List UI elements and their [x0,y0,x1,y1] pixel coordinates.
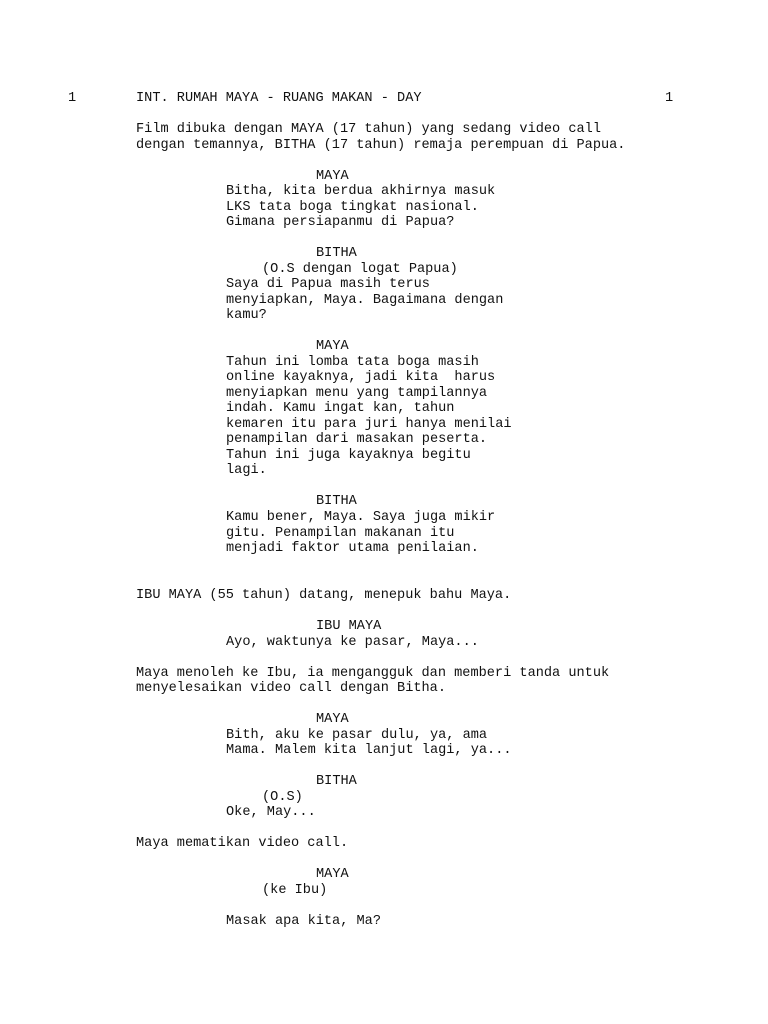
dialogue-line: Bith, aku ke pasar dulu, ya, ama [226,728,488,743]
action-line: Maya mematikan video call. [136,836,349,851]
character-name: BITHA [316,246,357,261]
dialogue-line: Mama. Malem kita lanjut lagi, ya... [226,743,512,758]
parenthetical-line: (ke Ibu) [262,883,328,898]
character-name: BITHA [316,774,357,789]
dialogue-line: online kayaknya, jadi kita harus [226,370,496,385]
action-line: Maya menoleh ke Ibu, ia mengangguk dan memberi tanda untuk [136,666,610,681]
scene-heading: INT. RUMAH MAYA - RUANG MAKAN - DAY [136,91,422,106]
dialogue-line: kamu? [226,308,267,323]
dialogue-line: LKS tata boga tingkat nasional. [226,200,479,215]
dialogue-line: Masak apa kita, Ma? [226,914,381,929]
dialogue-line: menyiapkan, Maya. Bagaimana dengan [226,293,504,308]
character-name: MAYA [316,867,349,882]
dialogue-line: Gimana persiapanmu di Papua? [226,215,455,230]
dialogue-line: Oke, May... [226,805,316,820]
character-name: MAYA [316,712,349,727]
dialogue-line: Tahun ini juga kayaknya begitu [226,448,471,463]
dialogue-line: menyiapkan menu yang tampilannya [226,386,488,401]
parenthetical-line: (O.S) [262,790,303,805]
character-name: MAYA [316,339,349,354]
dialogue-line: Saya di Papua masih terus [226,277,430,292]
dialogue-line: Ayo, waktunya ke pasar, Maya... [226,635,479,650]
dialogue-line: Kamu bener, Maya. Saya juga mikir [226,510,496,525]
dialogue-line: Tahun ini lomba tata boga masih [226,355,479,370]
parenthetical-line: (O.S dengan logat Papua) [262,262,458,277]
character-name: MAYA [316,169,349,184]
dialogue-line: gitu. Penampilan makanan itu [226,526,455,541]
dialogue-line: penampilan dari masakan peserta. [226,432,488,447]
dialogue-line: menjadi faktor utama penilaian. [226,541,479,556]
action-line: IBU MAYA (55 tahun) datang, menepuk bahu Maya. [136,588,512,603]
scene-number-right: 1 [665,91,674,106]
dialogue-line: kemaren itu para juri hanya menilai [226,417,512,432]
action-line: Film dibuka dengan MAYA (17 tahun) yang sedang video call [136,122,601,137]
dialogue-line: indah. Kamu ingat kan, tahun [226,401,455,416]
dialogue-line: lagi. [226,463,267,478]
character-name: BITHA [316,494,357,509]
action-line: dengan temannya, BITHA (17 tahun) remaja perempuan di Papua. [136,138,626,153]
scene-number-left: 1 [68,91,77,106]
dialogue-line: Bitha, kita berdua akhirnya masuk [226,184,496,199]
action-line: menyelesaikan video call dengan Bitha. [136,681,446,696]
character-name: IBU MAYA [316,619,382,634]
